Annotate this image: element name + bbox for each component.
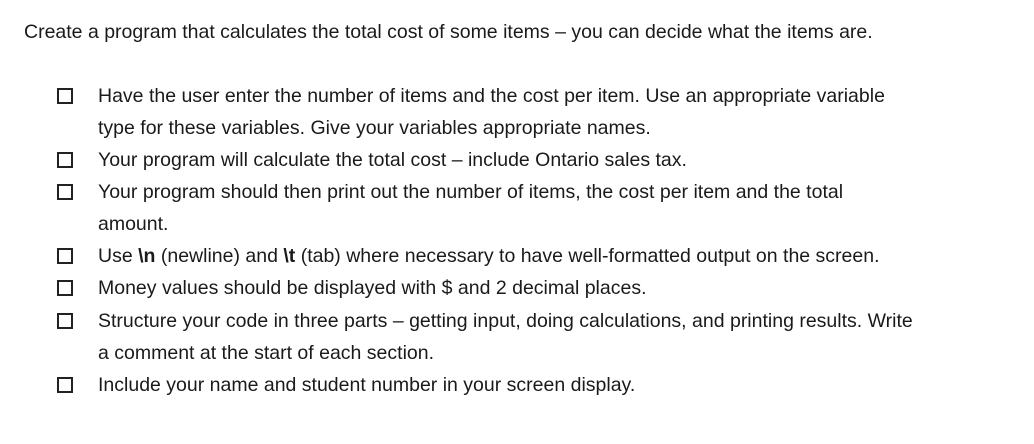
checklist-item-text: Include your name and student number in your screen display. (98, 374, 636, 396)
text-segment: (newline) and (155, 245, 284, 267)
checklist-item-text: Have the user enter the number of items and the cost per item. Use an appropriate variable (98, 85, 885, 107)
checklist-item (98, 240, 1008, 272)
checklist-item-text: Structure your code in three parts – getting input, doing calculations, and printing results. Write (98, 310, 913, 332)
checklist-item (98, 144, 1008, 176)
checkbox-icon[interactable] (57, 377, 73, 393)
checklist-item-text: type for these variables. Give your variables appropriate names. (98, 117, 651, 139)
text-segment: (tab) where necessary to have well-formatted output on the screen. (295, 245, 880, 267)
checklist-item (98, 176, 1008, 240)
checklist-item-text: Your program should then print out the number of items, the cost per item and the total (98, 181, 844, 203)
checklist-item-text: Your program will calculate the total cost – include Ontario sales tax. (98, 149, 687, 171)
checklist-item-text: amount. (98, 213, 169, 235)
checklist-item-text: a comment at the start of each section. (98, 342, 435, 364)
checklist-item (98, 80, 1008, 144)
text-segment: Use (98, 245, 139, 267)
tab-escape: \t (283, 245, 296, 267)
newline-escape: \n (138, 245, 156, 267)
checkbox-icon[interactable] (57, 280, 73, 296)
checklist-item (98, 305, 1008, 369)
checkbox-icon[interactable] (57, 313, 73, 329)
checklist-item (98, 369, 1008, 401)
checkbox-icon[interactable] (57, 88, 73, 104)
checklist-item-text: Money values should be displayed with $ and 2 decimal places. (98, 277, 647, 299)
checklist-item-text (98, 240, 1008, 272)
checkbox-icon[interactable] (57, 184, 73, 200)
checkbox-icon[interactable] (57, 248, 73, 264)
checkbox-icon[interactable] (57, 152, 73, 168)
checklist-item (98, 272, 1008, 304)
intro-paragraph: Create a program that calculates the total cost of some items – you can decide what the items are. (24, 21, 873, 43)
